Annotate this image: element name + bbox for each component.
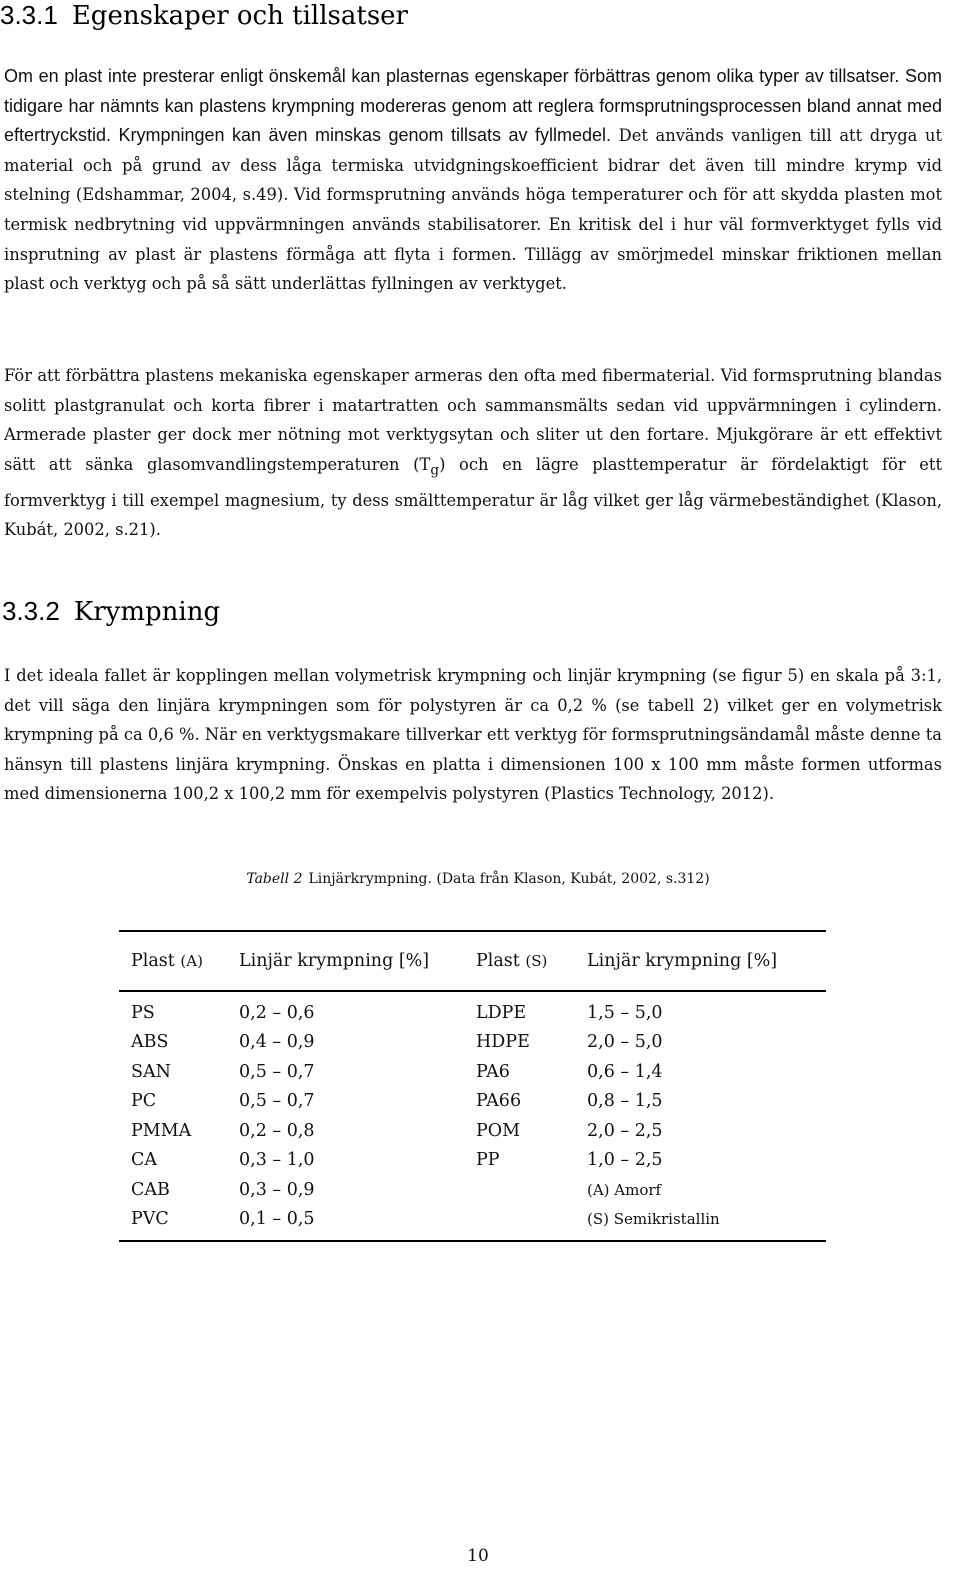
table-cell: (A) Amorf: [587, 1180, 662, 1199]
section-title: Egenskaper och tillsatser: [71, 1, 408, 31]
table-cell: PVC: [131, 1209, 169, 1230]
table-cell: 0,3 – 1,0: [239, 1150, 315, 1171]
table-cell: 1,5 – 5,0: [587, 1002, 663, 1023]
header-linjar-krympning-2: Linjär krympning [%]: [587, 951, 778, 971]
table-cell: 2,0 – 2,5: [587, 1120, 663, 1141]
subscript-g: g: [430, 462, 440, 479]
table-cell: PA6: [476, 1061, 510, 1082]
table-cell: PP: [476, 1150, 500, 1171]
paragraph-armering: [4, 361, 942, 545]
table-row: [119, 1057, 826, 1087]
table-cell: CA: [131, 1150, 158, 1171]
table-row: [119, 1087, 826, 1117]
table-cell: [464, 1175, 575, 1205]
table-cell: 0,1 – 0,5: [239, 1209, 315, 1230]
section-heading-3-3-1: [0, 0, 408, 31]
table-row: [119, 1205, 826, 1242]
shrinkage-table: [119, 930, 826, 1242]
table-caption: [0, 871, 956, 887]
table-cell: 2,0 – 5,0: [587, 1032, 663, 1053]
table-cell: POM: [476, 1120, 521, 1141]
table-cell: 0,4 – 0,9: [239, 1032, 315, 1053]
header-text: Plast: [476, 951, 526, 971]
shrinkage-table-grid: [119, 930, 826, 1242]
paragraph-tillsatser: [4, 62, 942, 299]
header-suffix: (S): [525, 952, 548, 970]
paragraph-sans-part: Om en plast inte presterar enligt önskemål kan plasternas egenskaper förbättras genom olika typer av tillsatser. Som tidigare har nämnts kan plastens krympning modereras genom att reglera formsprutningsprocessen bland annat med eftertryckstid. Krympningen kan även minskas genom tillsats av fyllmedel.: [4, 66, 942, 146]
table-cell: 0,2 – 0,8: [239, 1120, 315, 1141]
caption-label: Tabell 2: [246, 871, 303, 887]
table-cell: (S) Semikristallin: [587, 1210, 720, 1229]
header-plast-semikristallin: [464, 931, 575, 991]
table-row: [119, 1116, 826, 1146]
header-plast-amorf: [119, 931, 227, 991]
paragraph-text: För att förbättra plastens mekaniska egenskaper armeras den ofta med fibermaterial. Vid formsprutning blandas solitt plastgranulat och korta fibrer i matartratten och sammansmälts sedan vid uppvärmningen i cylindern. Armerade plaster ger dock mer nötning mot verktygsytan och sliter ut den fortare. Mjukgörare är ett effektivt sätt att sänka glasomvandlingstemperaturen (T: [4, 366, 942, 474]
table-cell: 0,5 – 0,7: [239, 1061, 315, 1082]
table-cell: PC: [131, 1091, 157, 1112]
header-linjar-krympning-1: Linjär krympning [%]: [239, 951, 430, 971]
section-number: 3.3.2: [2, 596, 60, 626]
table-row: [119, 1028, 826, 1058]
table-cell: CAB: [131, 1179, 170, 1200]
table-cell: 0,6 – 1,4: [587, 1061, 663, 1082]
section-heading-3-3-2: [2, 596, 220, 627]
table-header-row: [119, 931, 826, 991]
paragraph-krympning: I det ideala fallet är kopplingen mellan volymetrisk krympning och linjär krympning (se figur 5) en skala på 3:1, det vill säga den linjära krympningen som för polystyren är ca 0,2 % (se tabell 2) vilket ger en volymetrisk krympning på ca 0,6 %. När en verktygsmakare tillverkar ett verktyg för formsprutningsändamål måste denne ta hänsyn till plastens linjära krympning. Önskas en platta i dimensionen 100 x 100 mm måste formen utformas med dimensionerna 100,2 x 100,2 mm för exempelvis polystyren (Plastics Technology, 2012).: [4, 666, 942, 804]
table-cell: PMMA: [131, 1120, 192, 1141]
table-cell: ABS: [131, 1032, 169, 1053]
table-row: [119, 1175, 826, 1205]
table-cell: LDPE: [476, 1002, 527, 1023]
table-cell: 0,3 – 0,9: [239, 1179, 315, 1200]
table-cell: PA66: [476, 1091, 522, 1112]
table-cell: PS: [131, 1002, 155, 1023]
table-cell: [464, 1205, 575, 1242]
table-row: [119, 1146, 826, 1176]
page-number: 10: [467, 1546, 489, 1566]
caption-text: Linjärkrympning. (Data från Klason, Kubát, 2002, s.312): [308, 871, 710, 887]
paragraph-serif-part: Det används vanligen till att dryga ut material och på grund av dess låga termiska utvidgningskoefficient bidrar det även till mindre krymp vid stelning (Edshammar, 2004, s.49). Vid formsprutning används höga temperaturer och för att skydda plasten mot termisk nedbrytning vid uppvärmningen används stabilisatorer. En kritisk del i hur väl formverktyget fylls vid insprutning av plast är plastens förmåga att flyta i formen. Tillägg av smörjmedel minskar friktionen mellan plast och verktyg och på så sätt underlättas fyllningen av verktyget.: [4, 126, 942, 294]
table-cell: HDPE: [476, 1032, 530, 1053]
header-suffix: (A): [180, 952, 203, 970]
table-cell: 0,2 – 0,6: [239, 1002, 315, 1023]
table-cell: 0,5 – 0,7: [239, 1091, 315, 1112]
table-body: [119, 991, 826, 1241]
paragraph-text-cont: ) och en lägre plasttemperatur är fördelaktigt för ett formverktyg i till exempel magnesium, ty dess smälttemperatur är låg vilket ger låg värmebeständighet (Klason, Kubát, 2002, s.21).: [4, 454, 943, 540]
table-row: [119, 991, 826, 1028]
header-text: Plast: [131, 951, 181, 971]
section-number: 3.3.1: [0, 0, 58, 30]
table-cell: SAN: [131, 1061, 171, 1082]
table-cell: 0,8 – 1,5: [587, 1091, 663, 1112]
table-cell: 1,0 – 2,5: [587, 1150, 663, 1171]
section-title: Krympning: [73, 597, 221, 627]
